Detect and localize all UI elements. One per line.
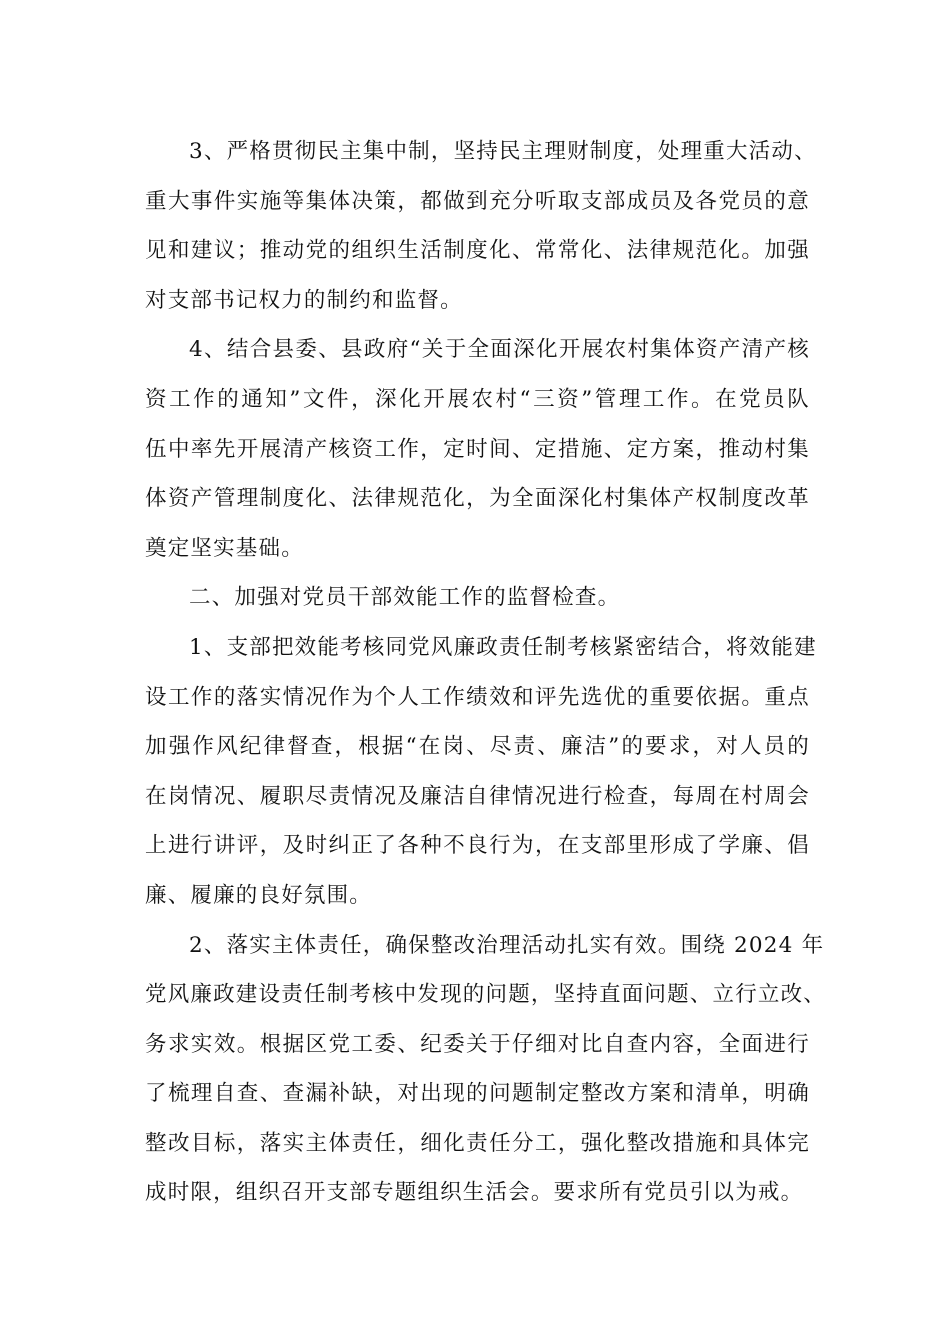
text-line: 设工作的落实情况作为个人工作绩效和评先选优的重要依据。重点 — [145, 684, 810, 710]
text-line: 资工作的通知”文件，深化开展农村“三资”管理工作。在党员队 — [145, 386, 810, 412]
text-line: 2、落实主体责任，确保整改治理活动扎实有效。围绕 2024 年 — [189, 932, 825, 958]
paragraph-item-4 — [145, 325, 810, 573]
text-line: 加强作风纪律督查，根据“在岗、尽责、廉洁”的要求，对人员的 — [145, 734, 810, 760]
text-line: 重大事件实施等集体决策，都做到充分听取支部成员及各党员的意 — [145, 188, 810, 214]
text-line: 成时限，组织召开支部专题组织生活会。要求所有党员引以为戒。 — [145, 1180, 804, 1206]
text-line: 党风廉政建设责任制考核中发现的问题，坚持直面问题、立行立改、 — [145, 982, 827, 1008]
text-line: 见和建议；推动党的组织生活制度化、常常化、法律规范化。加强 — [145, 238, 810, 264]
text-line: 1、支部把效能考核同党风廉政责任制考核紧密结合，将效能建 — [189, 634, 817, 660]
text-line: 奠定坚实基础。 — [145, 535, 304, 561]
text-line: 了梳理自查、查漏补缺，对出现的问题制定整改方案和清单，明确 — [145, 1081, 810, 1107]
text-line: 在岗情况、履职尽责情况及廉洁自律情况进行检查，每周在村周会 — [145, 783, 810, 809]
text-line: 3、严格贯彻民主集中制，坚持民主理财制度，处理重大活动、 — [189, 139, 817, 164]
text-line: 上进行讲评，及时纠正了各种不良行为，在支部里形成了学廉、倡 — [145, 833, 810, 859]
text-line: 伍中率先开展清产核资工作，定时间、定措施、定方案，推动村集 — [145, 436, 810, 462]
text-line: 体资产管理制度化、法律规范化，为全面深化村集体产权制度改革 — [145, 486, 810, 512]
paragraph-item-1 — [145, 623, 817, 921]
text-line: 廉、履廉的良好氛围。 — [145, 882, 373, 908]
text-line: 4、结合县委、县政府“关于全面深化开展农村集体资产清产核 — [189, 337, 810, 363]
text-line: 二、加强对党员干部效能工作的监督检查。 — [189, 585, 621, 611]
paragraph-item-2 — [145, 921, 827, 1219]
paragraph-item-3 — [145, 127, 817, 325]
document-body — [145, 127, 827, 1218]
text-line: 整改目标，落实主体责任，细化责任分工，强化整改措施和具体完 — [145, 1130, 810, 1156]
text-line: 对支部书记权力的制约和监督。 — [145, 287, 463, 313]
section-heading-2 — [145, 573, 810, 623]
text-line: 务求实效。根据区党工委、纪委关于仔细对比自查内容，全面进行 — [145, 1031, 810, 1057]
